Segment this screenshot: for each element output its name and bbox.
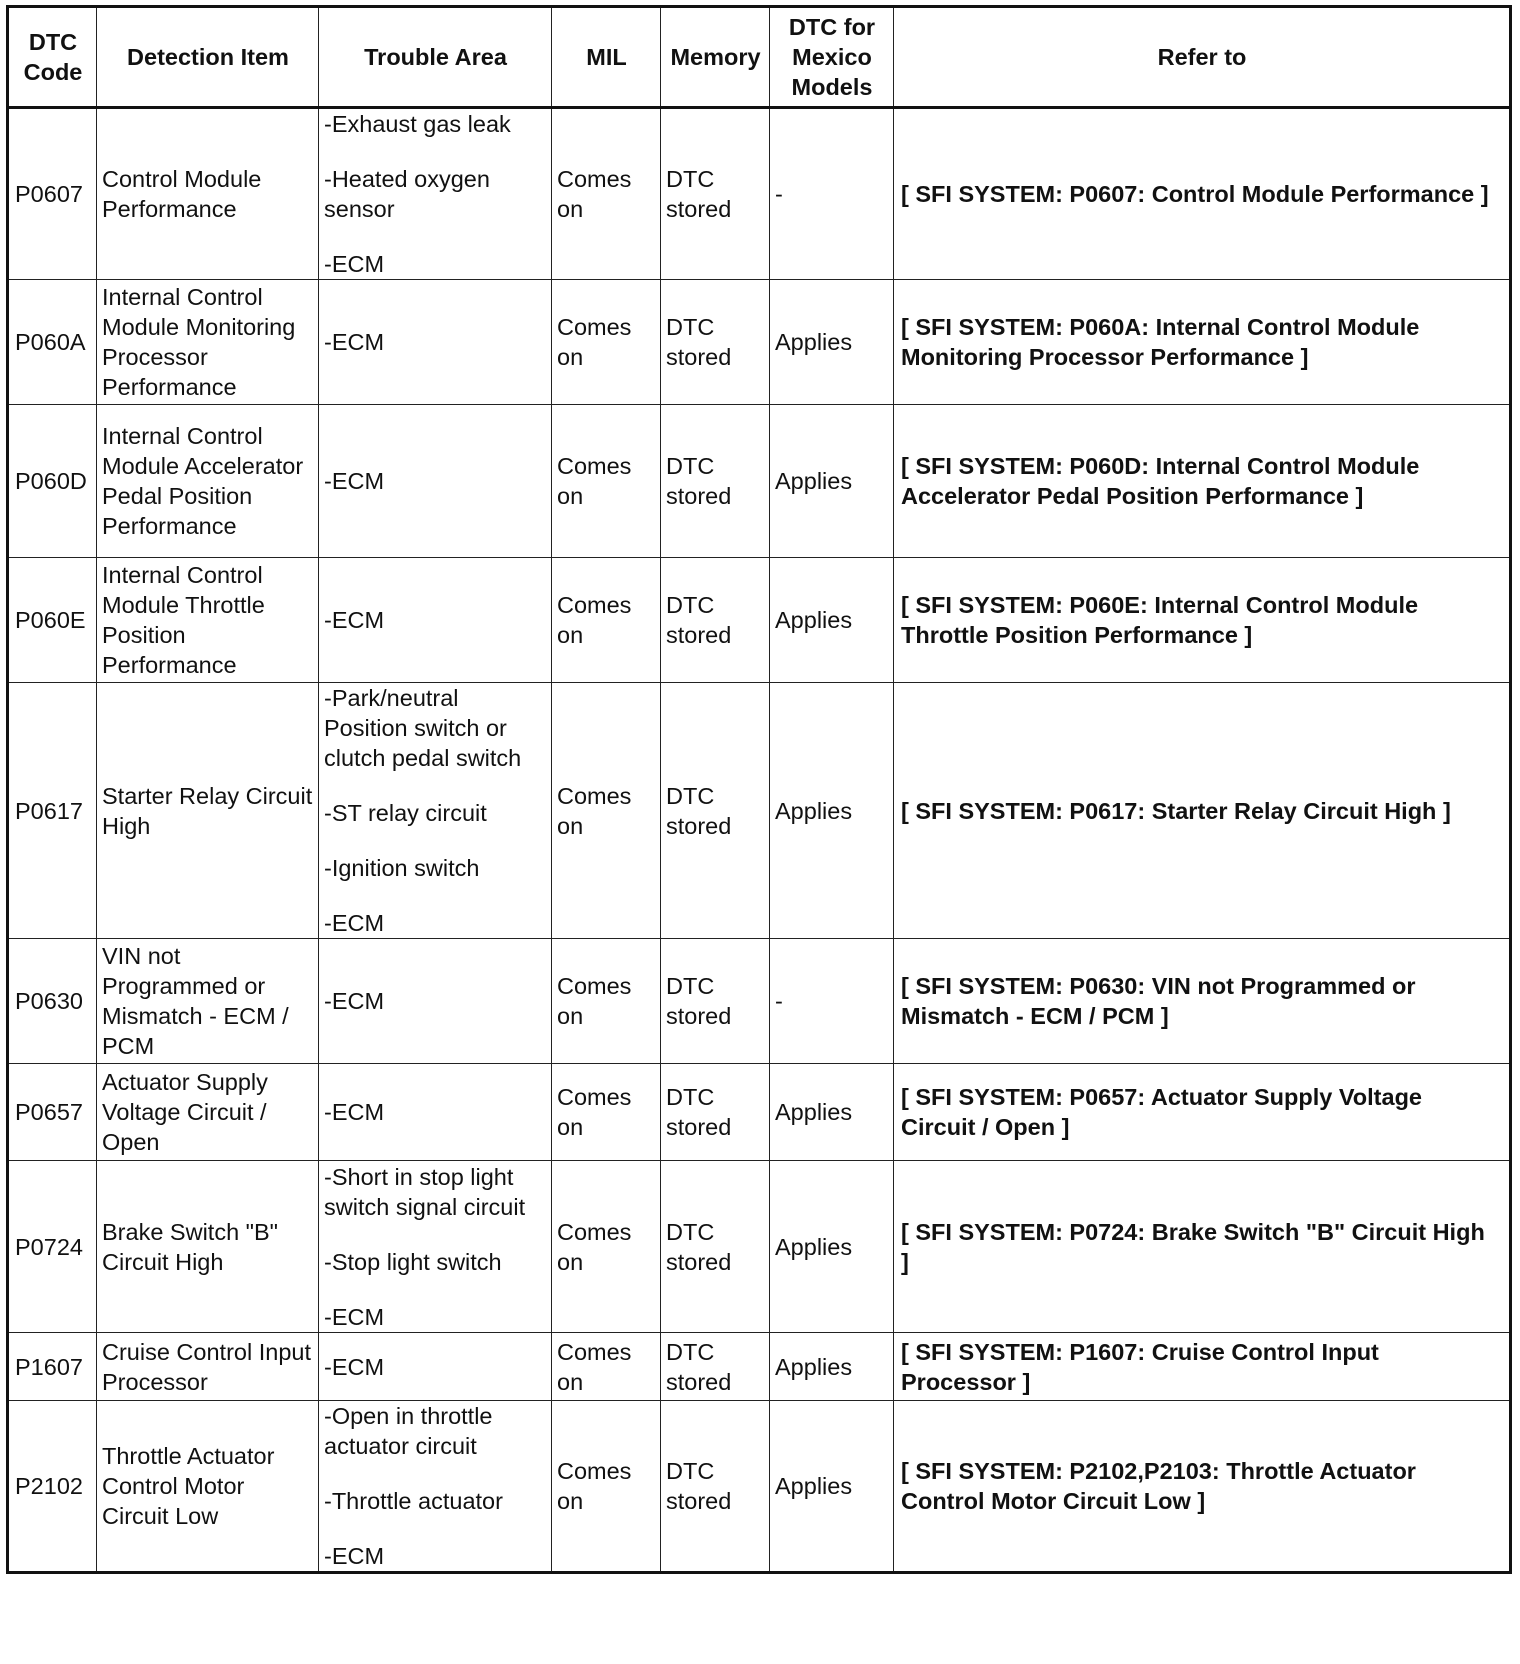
refer-to-link[interactable]: [ SFI SYSTEM: P0607: Control Module Performance ] xyxy=(894,108,1511,280)
trouble-area-cell xyxy=(319,683,552,939)
dtc-document xyxy=(6,5,1509,1574)
trouble-area-cell xyxy=(319,1161,552,1333)
memory-cell: DTC stored xyxy=(661,405,770,558)
table-row xyxy=(8,280,1511,405)
mil-cell: Comes on xyxy=(552,405,661,558)
trouble-area-gap xyxy=(324,1277,547,1302)
trouble-area-cell xyxy=(319,939,552,1064)
table-row xyxy=(8,1161,1511,1333)
mil-cell: Comes on xyxy=(552,1064,661,1161)
table-row xyxy=(8,558,1511,683)
header-mexico-models xyxy=(770,7,894,108)
dtc-code-cell: P060E xyxy=(8,558,97,683)
trouble-area-item: -ECM xyxy=(324,1543,385,1569)
refer-to-link[interactable]: [ SFI SYSTEM: P060D: Internal Control Module Accelerator Pedal Position Performance ] xyxy=(894,405,1511,558)
header-mil: MIL xyxy=(552,7,661,108)
header-mexico-line1: DTC for xyxy=(788,14,876,40)
trouble-area-cell xyxy=(319,405,552,558)
trouble-area-item: -Exhaust gas leak xyxy=(324,111,511,137)
header-dtc-code xyxy=(8,7,97,108)
mil-cell: Comes on xyxy=(552,558,661,683)
trouble-area-gap xyxy=(324,1461,547,1486)
trouble-area-item: -ECM xyxy=(324,607,385,633)
mexico-models-cell: Applies xyxy=(770,1064,894,1161)
dtc-code-cell: P060A xyxy=(8,280,97,405)
trouble-area-cell xyxy=(319,1064,552,1161)
mexico-models-cell: Applies xyxy=(770,683,894,939)
detection-item-cell: Cruise Control Input Processor xyxy=(97,1333,319,1401)
memory-cell: DTC stored xyxy=(661,1064,770,1161)
mil-cell: Comes on xyxy=(552,1161,661,1333)
mexico-models-cell: Applies xyxy=(770,558,894,683)
refer-to-link[interactable]: [ SFI SYSTEM: P060A: Internal Control Module Monitoring Processor Performance ] xyxy=(894,280,1511,405)
header-row xyxy=(8,7,1511,108)
trouble-area-cell xyxy=(319,558,552,683)
memory-cell: DTC stored xyxy=(661,1401,770,1573)
trouble-area-gap xyxy=(324,224,547,249)
detection-item-cell: VIN not Programmed or Mismatch - ECM / PCM xyxy=(97,939,319,1064)
trouble-area-item: -ST relay circuit xyxy=(324,800,487,826)
trouble-area-gap xyxy=(324,773,547,798)
trouble-area-item: -ECM xyxy=(324,988,385,1014)
trouble-area-item: -ECM xyxy=(324,468,385,494)
trouble-area-item: -ECM xyxy=(324,1353,385,1380)
trouble-area-item: -ECM xyxy=(324,1303,385,1330)
memory-cell: DTC stored xyxy=(661,558,770,683)
refer-to-link[interactable]: [ SFI SYSTEM: P1607: Cruise Control Input Processor ] xyxy=(894,1333,1511,1401)
mexico-models-cell: Applies xyxy=(770,1333,894,1401)
trouble-area-cell xyxy=(319,1401,552,1573)
mil-cell: Comes on xyxy=(552,939,661,1064)
mexico-models-cell: Applies xyxy=(770,280,894,405)
mexico-models-cell: - xyxy=(770,939,894,1064)
header-mexico-line2: Mexico xyxy=(792,44,872,70)
memory-cell: DTC stored xyxy=(661,683,770,939)
detection-item-cell: Throttle Actuator Control Motor Circuit Low xyxy=(97,1401,319,1573)
trouble-area-gap xyxy=(324,1222,547,1247)
header-refer-to: Refer to xyxy=(894,7,1511,108)
header-dtc-code-line1: DTC xyxy=(28,29,78,55)
mexico-models-cell: Applies xyxy=(770,1161,894,1333)
table-row xyxy=(8,108,1511,280)
trouble-area-item: -Open in throttle actuator circuit xyxy=(324,1403,493,1459)
mil-cell: Comes on xyxy=(552,1333,661,1401)
refer-to-link[interactable]: [ SFI SYSTEM: P0630: VIN not Programmed or Mismatch - ECM / PCM ] xyxy=(894,939,1511,1064)
trouble-area-gap xyxy=(324,828,547,853)
trouble-area-item: -Heated oxygen sensor xyxy=(324,166,490,222)
mil-cell: Comes on xyxy=(552,280,661,405)
detection-item-cell: Internal Control Module Monitoring Processor Performance xyxy=(97,280,319,405)
trouble-area-item: -Stop light switch xyxy=(324,1248,502,1275)
dtc-code-cell: P0607 xyxy=(8,108,97,280)
table-row xyxy=(8,683,1511,939)
detection-item-cell: Control Module Performance xyxy=(97,108,319,280)
dtc-code-cell: P0617 xyxy=(8,683,97,939)
detection-item-cell: Internal Control Module Throttle Position Performance xyxy=(97,558,319,683)
dtc-table xyxy=(6,5,1512,1574)
header-mexico-line3: Models xyxy=(791,74,873,100)
header-detection-item: Detection Item xyxy=(97,7,319,108)
header-memory: Memory xyxy=(661,7,770,108)
table-row xyxy=(8,405,1511,558)
dtc-code-cell: P1607 xyxy=(8,1333,97,1401)
table-row xyxy=(8,1401,1511,1573)
trouble-area-gap xyxy=(324,139,547,164)
trouble-area-item: -Ignition switch xyxy=(324,855,480,881)
trouble-area-item: -ECM xyxy=(324,329,385,355)
refer-to-link[interactable]: [ SFI SYSTEM: P0657: Actuator Supply Voltage Circuit / Open ] xyxy=(894,1064,1511,1161)
memory-cell: DTC stored xyxy=(661,1161,770,1333)
memory-cell: DTC stored xyxy=(661,108,770,280)
trouble-area-item: -ECM xyxy=(324,251,385,277)
dtc-code-cell: P060D xyxy=(8,405,97,558)
mil-cell: Comes on xyxy=(552,683,661,939)
refer-to-link[interactable]: [ SFI SYSTEM: P0724: Brake Switch "B" Circuit High ] xyxy=(894,1161,1511,1333)
mil-cell: Comes on xyxy=(552,1401,661,1573)
trouble-area-item: -Short in stop light switch signal circuit xyxy=(324,1163,526,1220)
trouble-area-cell xyxy=(319,108,552,280)
trouble-area-cell xyxy=(319,280,552,405)
dtc-code-cell: P0630 xyxy=(8,939,97,1064)
header-dtc-code-line2: Code xyxy=(23,59,83,85)
table-body xyxy=(8,108,1511,1573)
refer-to-link[interactable]: [ SFI SYSTEM: P0617: Starter Relay Circuit High ] xyxy=(894,683,1511,939)
table-row xyxy=(8,1333,1511,1401)
refer-to-link[interactable]: [ SFI SYSTEM: P060E: Internal Control Module Throttle Position Performance ] xyxy=(894,558,1511,683)
detection-item-cell: Internal Control Module Accelerator Pedal Position Performance xyxy=(97,405,319,558)
mil-cell: Comes on xyxy=(552,108,661,280)
refer-to-link[interactable]: [ SFI SYSTEM: P2102,P2103: Throttle Actuator Control Motor Circuit Low ] xyxy=(894,1401,1511,1573)
memory-cell: DTC stored xyxy=(661,939,770,1064)
detection-item-cell: Brake Switch "B" Circuit High xyxy=(97,1161,319,1333)
detection-item-cell: Actuator Supply Voltage Circuit / Open xyxy=(97,1064,319,1161)
trouble-area-item: -ECM xyxy=(324,1099,385,1125)
trouble-area-item: -ECM xyxy=(324,910,385,936)
table-row xyxy=(8,939,1511,1064)
mexico-models-cell: Applies xyxy=(770,405,894,558)
dtc-code-cell: P0657 xyxy=(8,1064,97,1161)
mexico-models-cell: - xyxy=(770,108,894,280)
table-row xyxy=(8,1064,1511,1161)
dtc-code-cell: P0724 xyxy=(8,1161,97,1333)
dtc-code-cell: P2102 xyxy=(8,1401,97,1573)
memory-cell: DTC stored xyxy=(661,1333,770,1401)
trouble-area-item: -Throttle actuator xyxy=(324,1488,503,1514)
detection-item-cell: Starter Relay Circuit High xyxy=(97,683,319,939)
trouble-area-cell xyxy=(319,1333,552,1401)
memory-cell: DTC stored xyxy=(661,280,770,405)
header-trouble-area: Trouble Area xyxy=(319,7,552,108)
trouble-area-gap xyxy=(324,883,547,908)
mexico-models-cell: Applies xyxy=(770,1401,894,1573)
trouble-area-gap xyxy=(324,1516,547,1541)
trouble-area-item: -Park/neutral Position switch or clutch pedal switch xyxy=(324,685,522,771)
